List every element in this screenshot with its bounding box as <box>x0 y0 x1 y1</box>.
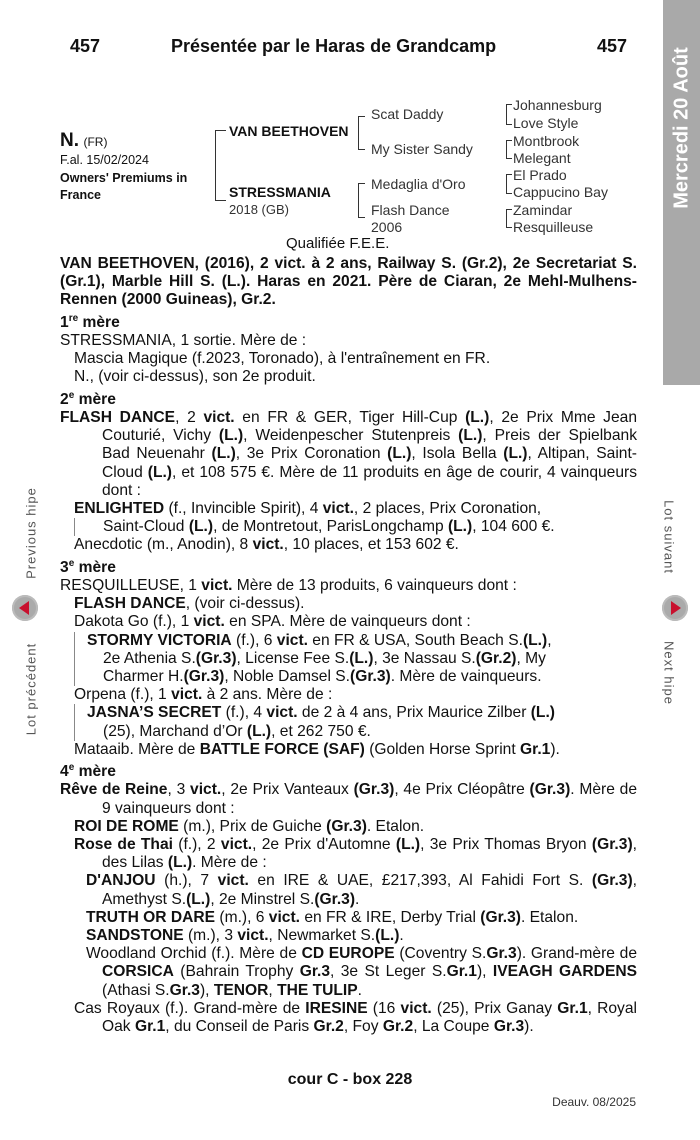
produce-entry: Dakota Go (f.), 1 vict. en SPA. Mère de vainqueurs dont : <box>74 613 471 631</box>
dam-name: STRESSMANIA <box>229 184 331 200</box>
produce-entry: D'ANJOU (h.), 7 vict. en IRE & UAE, £217,393, Al Fahidi Fort S. (Gr.3), Amethyst S.(L.), 2e Minstrel S.(Gr.3). <box>86 872 637 908</box>
previous-hipe-label[interactable]: Previous hipe <box>23 487 39 579</box>
section-heading: 2e mère <box>60 389 116 408</box>
horse-sex-dob: F.al. 15/02/2024 <box>60 153 149 167</box>
grandsire-2: Medaglia d'Oro <box>371 176 466 192</box>
qualification: Qualifiée F.E.E. <box>286 235 390 252</box>
produce-entry: Rose de Thai (f.), 2 vict., 2e Prix d'Automne (L.), 3e Prix Thomas Bryon (Gr.3), des Lilas (L.). Mère de : <box>74 836 637 872</box>
dam-entry: STRESSMANIA, 1 sortie. Mère de : <box>60 332 307 349</box>
next-lot-button[interactable] <box>662 595 688 621</box>
horse-name: N. <box>60 130 79 151</box>
granddam-1: My Sister Sandy <box>371 141 473 157</box>
produce-entry: ENLIGHTED (f., Invincible Spirit), 4 vict., 2 places, Prix Coronation, <box>74 500 542 518</box>
lot-precedent-label[interactable]: Lot précédent <box>23 642 39 736</box>
section-heading: 1re mère <box>60 312 120 331</box>
great-grandparent: Cappucino Bay <box>513 184 608 200</box>
page-title: Présentée par le Haras de Grandcamp <box>171 36 497 56</box>
dam-entry: FLASH DANCE, 2 vict. en FR & GER, Tiger Hill-Cup (L.), 2e Prix Mme Jean Couturié, Vichy (L.), Weidenpescher Stutenpreis (L.), Preis der Spielbank Bad Neuenahr (L.), 3e Prix Coronation (L.), Isola Bella (L.), Altipan, Saint-Cloud (L.), et 108 575 €. Mère de 11 produits en âge de courir, 4 vainqueurs dont : <box>60 409 638 499</box>
pedigree-bracket <box>358 116 365 150</box>
horse-name-block <box>60 130 107 152</box>
catalogue-body <box>60 255 637 1036</box>
sire-paragraph: VAN BEETHOVEN, (2016), 2 vict. à 2 ans, Railway S. (Gr.2), 2e Secretariat S. (Gr.1), Marble Hill S. (L.). Haras en 2021. Père de Ciaran, 2e Mehl-Mulhens-Rennen (2000 Guineas), Gr.2. <box>60 255 637 309</box>
great-grandparent: Zamindar <box>513 202 573 218</box>
granddam-2-year: 2006 <box>371 219 403 235</box>
great-grandparent: Montbrook <box>513 133 580 149</box>
produce-entry: STORMY VICTORIA (f.), 6 vict. en FR & USA, South Beach S.(L.), 2e Athenia S.(Gr.3), License Fee S.(L.), 3e Nassau S.(Gr.2), My Charmer H.(Gr.3), Noble Damsel S.(Gr.3). Mère de vainqueurs. <box>74 632 637 687</box>
pedigree-bracket <box>358 183 365 218</box>
produce-entry: Orpena (f.), 1 vict. à 2 ans. Mère de : <box>74 686 333 704</box>
produce-entry: SANDSTONE (m.), 3 vict., Newmarket S.(L.). <box>86 927 404 945</box>
dam-entry: RESQUILLEUSE, 1 vict. Mère de 13 produits, 6 vainqueurs dont : <box>60 577 517 595</box>
dam-entry: Rêve de Reine, 3 vict., 2e Prix Vanteaux (Gr.3), 4e Prix Cléopâtre (Gr.3). Mère de 9 vainqueurs dont : <box>60 781 638 817</box>
pedigree-bracket <box>506 174 512 194</box>
great-grandparent: Love Style <box>513 115 579 131</box>
date-tab-label: Mercredi 20 Août <box>670 47 692 209</box>
lot-number-left: 457 <box>70 36 101 56</box>
owners-premiums: Owners' Premiums in France <box>60 171 188 202</box>
sale-reference: Deauv. 08/2025 <box>552 1095 636 1109</box>
lot-suivant-label[interactable]: Lot suivant <box>661 500 677 574</box>
produce-entry: Cas Royaux (f.). Grand-mère de IRESINE (16 vict. (25), Prix Ganay Gr.1, Royal Oak Gr.1, du Conseil de Paris Gr.2, Foy Gr.2, La Coupe Gr.3). <box>74 999 637 1036</box>
great-grandparent: Johannesburg <box>513 97 602 113</box>
arrow-left-icon <box>12 595 38 621</box>
great-grandparent: Resquilleuse <box>513 219 594 235</box>
produce-entry: ROI DE ROME (m.), Prix de Guiche (Gr.3). Etalon. <box>74 817 425 835</box>
grandsire-1: Scat Daddy <box>371 106 444 122</box>
produce-entry: JASNA’S SECRET (f.), 4 vict. de 2 à 4 ans, Prix Maurice Zilber (L.) (25), Marchand d’Or (L.), et 262 750 €. <box>74 704 637 740</box>
produce-entry: Mataaib. Mère de BATTLE FORCE (SAF) (Golden Horse Sprint Gr.1). <box>74 740 560 758</box>
arrow-right-icon <box>662 595 688 621</box>
produce-entry: FLASH DANCE, (voir ci-dessus). <box>74 595 305 613</box>
produce-entry: Mascia Magique (f.2023, Toronado), à l'entraînement en FR. <box>74 350 491 368</box>
produce-entry: Woodland Orchid (f.). Mère de CD EUROPE (Coventry S.Gr.3). Grand-mère de CORSICA (Bahrain Trophy Gr.3, 3e St Leger S.Gr.1), IVEAGH GARDENS (Athasi S.Gr.3), TENOR, THE TULIP. <box>86 945 638 999</box>
lot-number-right: 457 <box>597 36 628 56</box>
section-heading: 3e mère <box>60 557 116 576</box>
previous-lot-button[interactable] <box>12 595 38 621</box>
great-grandparent: Melegant <box>513 150 571 166</box>
dam-year: 2018 (GB) <box>229 202 289 217</box>
pedigree-bracket <box>506 104 512 125</box>
pedigree-bracket <box>215 130 226 201</box>
stable-location: cour C - box 228 <box>287 1071 413 1088</box>
next-hipe-label[interactable]: Next hipe <box>661 641 677 705</box>
section-heading: 4e mère <box>60 762 116 781</box>
great-grandparent: El Prado <box>513 167 567 183</box>
granddam-2: Flash Dance <box>371 202 450 218</box>
pedigree-bracket <box>506 140 512 159</box>
produce-entry: N., (voir ci-dessus), son 2e produit. <box>74 368 316 386</box>
produce-entry: TRUTH OR DARE (m.), 6 vict. en FR & IRE, Derby Trial (Gr.3). Etalon. <box>86 908 579 926</box>
pedigree-bracket <box>506 209 512 228</box>
produce-entry: Anecdotic (m., Anodin), 8 vict., 10 places, et 153 602 €. <box>74 536 459 554</box>
produce-entry: Saint-Cloud (L.), de Montretout, ParisLongchamp (L.), 104 600 €. <box>74 518 637 536</box>
sire-name: VAN BEETHOVEN <box>229 123 349 139</box>
horse-country: (FR) <box>83 135 108 149</box>
